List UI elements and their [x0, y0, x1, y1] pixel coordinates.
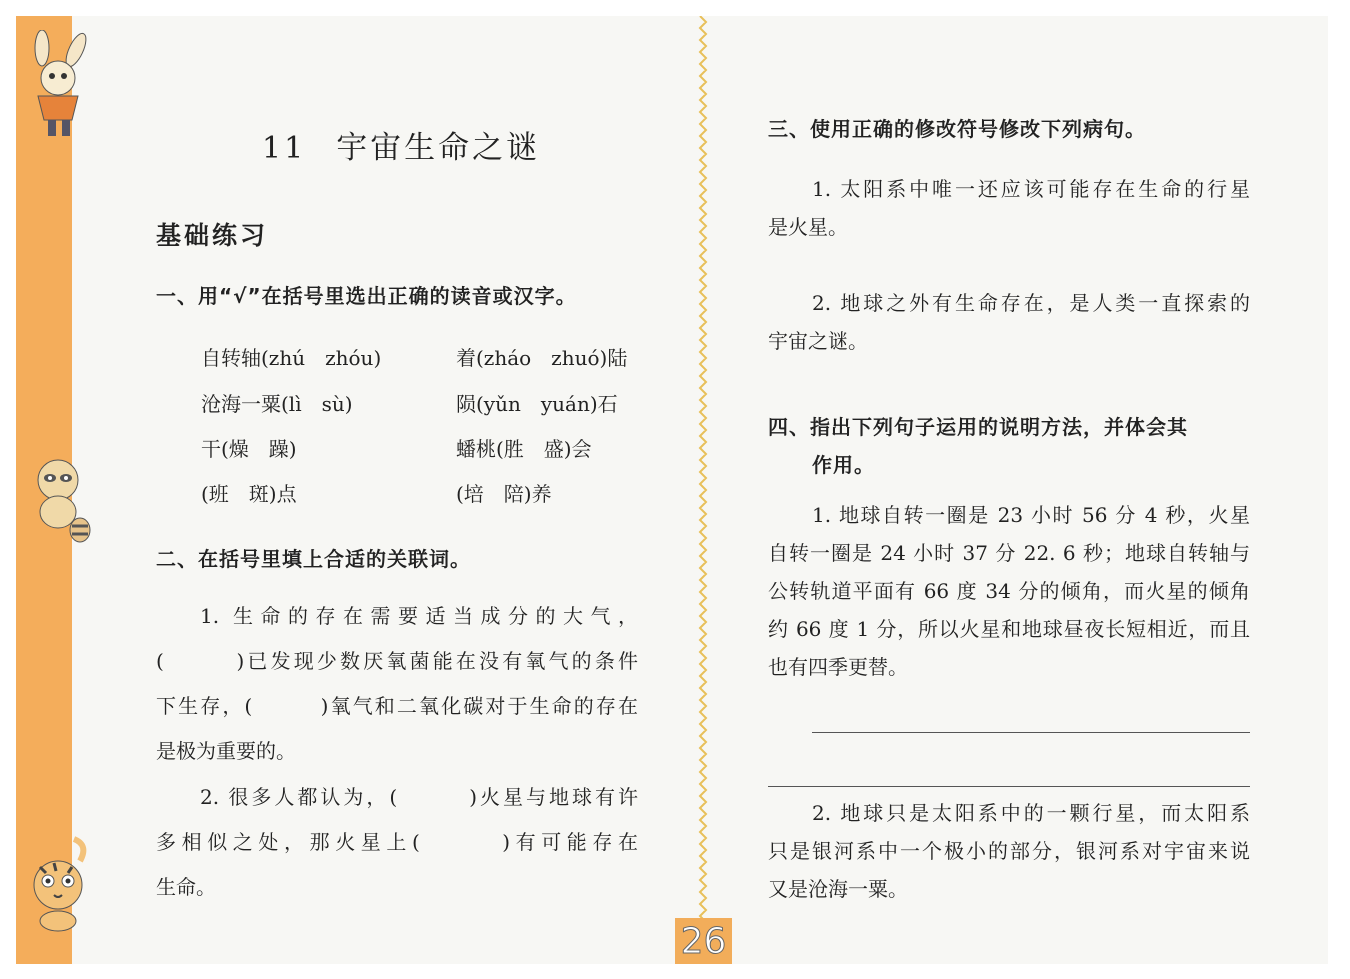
q4-passage-1 — [768, 496, 1250, 686]
text-line: 自转一圈是 24 小时 37 分 22. 6 秒；地球自转轴与 — [768, 541, 1250, 565]
q1-item: 陨(yǔn yuán)石 — [456, 392, 618, 416]
q1-item: 干(燥 躁) — [201, 437, 297, 461]
right-edge — [1328, 16, 1334, 964]
question-4-title — [768, 408, 1188, 484]
question-1-title: 一、用“√”在括号里选出正确的读音或汉字。 — [156, 284, 577, 308]
lesson-number: 11 — [262, 131, 307, 166]
text-line: 2. 地球只是太阳系中的一颗行星，而太阳系 — [812, 801, 1250, 825]
q3-sentence-2 — [768, 284, 1250, 360]
q1-item: 蟠桃(胜 盛)会 — [456, 437, 592, 461]
q1-item: (培 陪)养 — [456, 482, 552, 506]
section-title: 基础练习 — [156, 221, 269, 250]
q1-item: (班 斑)点 — [201, 482, 297, 506]
book-spine-zigzag — [694, 16, 714, 964]
text-line: 1. 地球自转一圈是 23 小时 56 分 4 秒，火星 — [812, 503, 1250, 527]
answer-line[interactable] — [768, 786, 1250, 787]
raccoon-mascot-icon — [14, 450, 94, 545]
q1-item: 沧海一粟(lì sù) — [201, 392, 353, 416]
text-line: 2. 地球之外有生命存在，是人类一直探索的 — [812, 291, 1250, 315]
text-line: 又是沧海一粟。 — [768, 877, 908, 901]
q3-sentence-1 — [768, 170, 1250, 246]
text-line: 多相似之处，那火星上( )有可能存在 — [156, 830, 638, 854]
answer-line[interactable] — [812, 732, 1250, 733]
q2-paragraph-2 — [156, 775, 638, 910]
text-line: 宇宙之谜。 — [768, 329, 868, 353]
tiger-mascot-icon — [14, 825, 94, 935]
text-line: 也有四季更替。 — [768, 655, 908, 679]
question-3-title: 三、使用正确的修改符号修改下列病句。 — [768, 117, 1146, 141]
text-line: 1. 生命的存在需要适当成分的大气， — [200, 604, 638, 628]
text-line: ( )已发现少数厌氧菌能在没有氧气的条件 — [156, 649, 638, 673]
text-line: 作用。 — [812, 453, 875, 477]
page-number-badge — [675, 918, 732, 964]
text-line: 生命。 — [156, 875, 216, 899]
text-line: 约 66 度 1 分，所以火星和地球昼夜长短相近，而且 — [768, 617, 1250, 641]
text-line: 是极为重要的。 — [156, 739, 296, 763]
question-2-title: 二、在括号里填上合适的关联词。 — [156, 547, 471, 571]
page-number: 26 — [680, 921, 727, 962]
text-line: 是火星。 — [768, 215, 848, 239]
lesson-title — [262, 122, 540, 167]
text-line: 1. 太阳系中唯一还应该可能存在生命的行星 — [812, 177, 1250, 201]
lesson-title-text: 宇宙生命之谜 — [336, 130, 541, 166]
text-line: 公转轨道平面有 66 度 34 分的倾角，而火星的倾角 — [768, 579, 1250, 603]
rabbit-mascot-icon — [14, 30, 94, 140]
text-line: 下生存，( )氧气和二氧化碳对于生命的存在 — [156, 694, 638, 718]
q1-item: 自转轴(zhú zhóu) — [201, 346, 382, 370]
text-line: 四、指出下列句子运用的说明方法，并体会其 — [768, 415, 1188, 439]
q2-paragraph-1 — [156, 594, 638, 774]
text-line: 只是银河系中一个极小的部分，银河系对宇宙来说 — [768, 839, 1250, 863]
q1-item: 着(zháo zhuó)陆 — [456, 346, 628, 370]
text-line: 2. 很多人都认为，( )火星与地球有许 — [200, 785, 638, 809]
q4-passage-2 — [768, 794, 1250, 908]
